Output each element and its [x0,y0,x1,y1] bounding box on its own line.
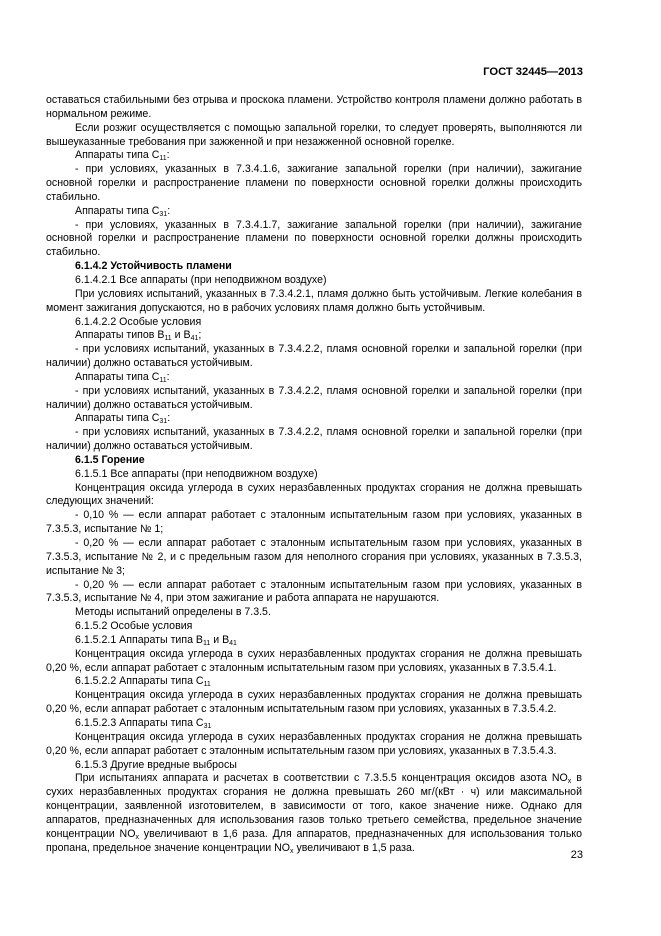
appliance-type-label: Аппараты типа $С_{11}$: [75,149,170,163]
paragraph: Концентрация оксида углерода в сухих неразбавленных продуктах сгорания не должна превышать 0,20 %, если аппарат работает с эталонным испытательным газом при условиях, указанных в 7.3.5.4.1. [46,647,582,674]
subsection-title: 6.1.4.2.1 Все аппараты (при неподвижном воздухе) [75,273,327,286]
paragraph: Концентрация оксида углерода в сухих неразбавленных продуктах сгорания не должна превышать 0,20 %, если аппарат работает с эталонным испытательным газом при условиях, указанных в 7.3.5.4.2. [46,689,582,716]
section-heading: 6.1.4.2 Устойчивость пламени [75,260,232,273]
subsection-title: 6.1.5.3 Другие вредные выбросы [75,758,237,771]
subsection-title: 6.1.5.1 Все аппараты (при неподвижном воздухе) [75,467,318,480]
paragraph: При испытаниях аппарата и расчетах в соответствии с 7.3.5.5 концентрация оксидов азота $NO_x$ в сухих неразбавленных продуктах сгорания не должна превышать 260 мг/(кВт · ч) или максимальной концентрации, заявленной изготовителем, в зависимости от того, какое значение ниже. Однако для аппаратов, предназначенных для использования газов только третьего семейства, предельное значение концентрации $NO_x$ увеличивают в 1,6 раза. Для аппаратов, предназначенных для использования только пропана, предельное значение концентрации $NO_x$ увеличивают в 1,5 раза. [46,772,582,855]
page-header: ГОСТ 32445—2013 [483,66,583,78]
list-item: - 0,10 % — если аппарат работает с эталонным испытательным газом при условиях, указанных в 7.3.5.3, испытание № 1; [46,509,582,536]
subsection-title: 6.1.4.2.2 Особые условия [75,315,202,328]
subsection-title: 6.1.5.2.3 Аппараты типа $С_{31}$ [75,716,212,730]
paragraph: Если розжиг осуществляется с помощью запальной горелки, то следует проверять, выполняются ли вышеуказанные требования при зажженной и при незажженной основной горелке. [46,121,582,148]
paragraph: При условиях испытаний, указанных в 7.3.4.2.1, пламя должно быть устойчивым. Легкие колебания в момент зажигания допускаются, но в рабочих условиях пламя должно быть устойчивым. [46,287,582,314]
list-item: - при условиях испытаний, указанных в 7.3.4.2.2, пламя основной горелки и запальной горелки (при наличии) должно оставаться устойчивым. [46,384,582,411]
page-number: 23 [570,849,583,861]
list-item: - при условиях испытаний, указанных в 7.3.4.2.2, пламя основной горелки и запальной горелки (при наличии) должно оставаться устойчивым. [46,426,582,453]
appliance-type-label: Аппараты типов $В_{11}$ и $В_{41}$; [75,329,202,343]
appliance-type-label: Аппараты типа $С_{31}$: [75,204,171,218]
paragraph: Концентрация оксида углерода в сухих неразбавленных продуктах сгорания не должна превышать следующих значений: [46,481,582,508]
subsection-title: 6.1.5.2 Особые условия [75,620,193,633]
appliance-type-label: Аппараты типа $С_{11}$: [75,370,170,384]
list-item: - 0,20 % — если аппарат работает с эталонным испытательным газом при условиях, указанных в 7.3.5.3, испытание № 4, при этом зажигание и работа аппарата не нарушаются. [46,578,582,605]
paragraph: оставаться стабильными без отрыва и проскока пламени. Устройство контроля пламени должно работать в нормальном режиме. [46,94,582,120]
paragraph: Концентрация оксида углерода в сухих неразбавленных продуктах сгорания не должна превышать 0,20 %, если аппарат работает с эталонным испытательным газом при условиях, указанных в 7.3.5.4.3. [46,730,582,757]
list-item: - при условиях, указанных в 7.3.4.1.7, зажигание запальной горелки (при наличии), зажигание основной горелки и распространение пламени по поверхности основной горелки должны происходить стабильно. [46,218,582,259]
section-heading: 6.1.5 Горение [75,453,145,466]
list-item: - при условиях, указанных в 7.3.4.1.6, зажигание запальной горелки (при наличии), зажигание основной горелки и распространение пламени по поверхности основной горелки должны происходить стабильно. [46,163,582,203]
subsection-title: 6.1.5.2.2 Аппараты типа $С_{11}$ [75,675,211,689]
list-item: - 0,20 % — если аппарат работает с эталонным испытательным газом при условиях, указанных в 7.3.5.3, испытание № 2, и с предельным газом для неполного сгорания при условиях, указанных в 7.3.5.3, испытание № 3; [46,537,582,577]
document-body [46,94,582,855]
appliance-type-label: Аппараты типа $С_{31}$: [75,412,171,426]
list-item: - при условиях испытаний, указанных в 7.3.4.2.2, пламя основной горелки и запальной горелки (при наличии) должно оставаться устойчивым. [46,343,582,370]
paragraph: Методы испытаний определены в 7.3.5. [75,606,271,619]
subsection-title: 6.1.5.2.1 Аппараты типа $В_{11}$ и $В_{41}$ [75,633,237,647]
